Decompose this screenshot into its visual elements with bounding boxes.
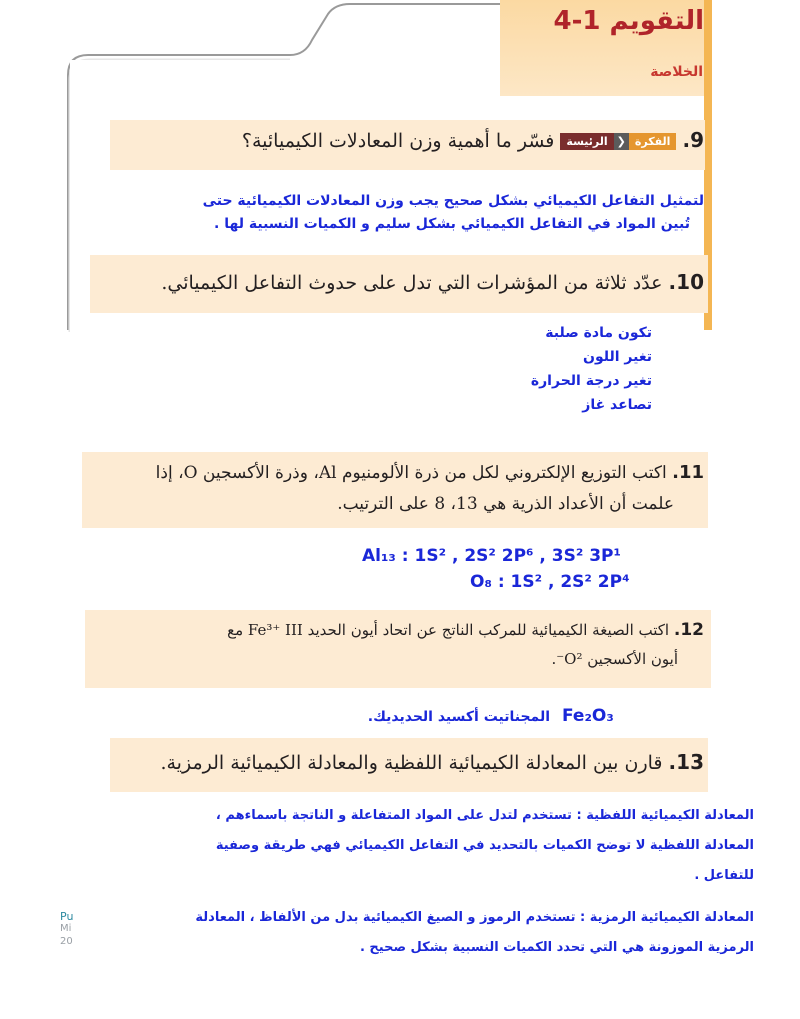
q10-answer-4: تصاعد غاز	[582, 397, 652, 413]
q13-question	[160, 750, 704, 774]
page-title: التقويم 1-4	[553, 6, 704, 36]
q11-number: 11.	[672, 462, 704, 483]
q12-answer-name: المجناتيت أكسيد الحديديك.	[367, 709, 550, 725]
q13-answer2-line2: الرمزية الموزونة هي التي تحدد الكميات النسبية بشكل صحيح .	[359, 940, 754, 955]
q10-answer-3: تغير درجة الحرارة	[530, 373, 652, 389]
tag-arrow-icon: ❮	[614, 133, 629, 150]
q10-text: عدّد ثلاثة من المؤشرات التي تدل على حدوث التفاعل الكيميائي.	[161, 272, 663, 294]
q10-answer-2: تغير اللون	[583, 349, 652, 365]
q13-answer1-line1: المعادلة الكيميائية اللفظية : تستخدم لتدل على المواد المتفاعلة و الناتجة باسماءهم ،	[215, 808, 754, 823]
q12-number: 12.	[673, 620, 704, 640]
q12-text-line2: أيون الأكسجين O²⁻.	[551, 650, 678, 668]
q9-question	[242, 128, 704, 152]
q13-number: 13.	[668, 750, 704, 774]
q9-answer-line1: لتمثيل التفاعل الكيميائي بشكل صحيح يجب وزن المعادلات الكيميائية حتى	[202, 193, 704, 209]
q9-text: فسّر ما أهمية وزن المعادلات الكيميائية؟	[241, 130, 555, 152]
q11-question-line1	[156, 462, 704, 483]
q13-answer1-line2: المعادلة اللفظية لا توضح الكميات بالتحديد في التفاعل الكيميائي فهي طريقة وصفية	[215, 838, 754, 853]
q10-number: 10.	[668, 270, 704, 294]
q11-text-line1: اكتب التوزيع الإلكتروني لكل من ذرة الألومنيوم Al، وذرة الأكسجين O، إذا	[155, 463, 667, 483]
q12-answer-formula: Fe₂O₃	[562, 706, 614, 726]
q11-text-line2: علمت أن الأعداد الذرية هي 13، 8 على الترتيب.	[337, 494, 674, 514]
q13-answer2-line1: المعادلة الكيميائية الرمزية : تستخدم الرموز و الصيغ الكيميائية بدل من الألفاظ ، المعادلة	[195, 910, 754, 925]
q12-text-line1: اكتب الصيغة الكيميائية للمركب الناتج عن اتحاد أيون الحديد Fe³⁺ III مع	[227, 621, 670, 639]
q13-text: قارن بين المعادلة الكيميائية اللفظية والمعادلة الكيميائية الرمزية.	[160, 752, 663, 774]
side-footer-1: Pu	[60, 910, 74, 923]
tag-idea: الفكرة	[629, 133, 677, 150]
q11-answer-o: O₈ : 1S² , 2S² 2P⁴	[470, 572, 630, 592]
side-footer-2: Mi	[60, 923, 72, 934]
section-label: الخلاصة	[650, 64, 703, 80]
side-footer-3: 20	[60, 936, 73, 947]
q9-answer-line2: تُبين المواد في التفاعل الكيميائي بشكل سليم و الكميات النسبية لها .	[214, 216, 690, 232]
q10-question	[161, 270, 704, 294]
q9-number: 9.	[682, 128, 704, 152]
q10-answer-1: تكون مادة صلبة	[545, 325, 652, 341]
q11-answer-al: Al₁₃ : 1S² , 2S² 2P⁶ , 3S² 3P¹	[362, 546, 621, 566]
tag-main: الرئيسة	[560, 133, 613, 150]
q13-answer1-line3: للتفاعل .	[694, 868, 754, 883]
q12-question-line1	[227, 620, 704, 640]
